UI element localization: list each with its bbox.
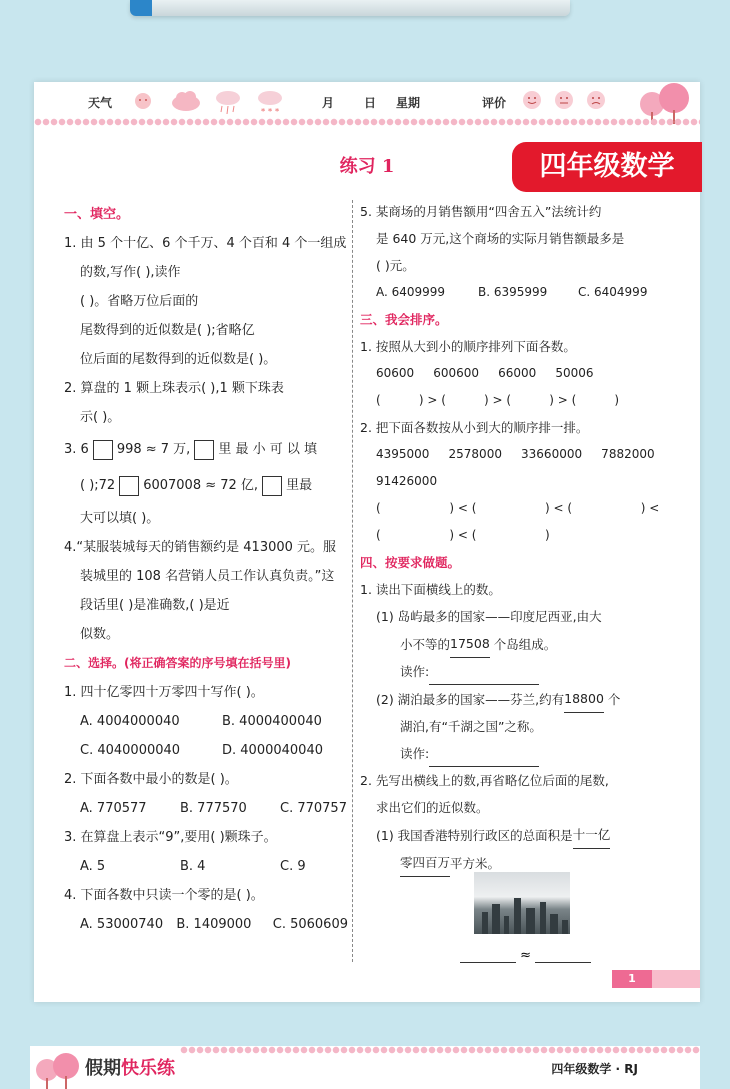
q1-line: 尾数得到的近似数是( );省略亿 [80, 323, 255, 338]
choice-q3: 3. 在算盘上表示“9”,要用( )颗珠子。 [64, 830, 277, 845]
q3-text: 里 最 小 可 以 填 [218, 442, 317, 457]
page-title: 练习 1 [339, 156, 395, 177]
option[interactable]: C. 6404999 [578, 285, 648, 299]
choice-q2: 2. 下面各数中最小的数是( )。 [64, 772, 238, 787]
task-q1: 1. 读出下面横线上的数。 [360, 582, 501, 597]
svg-text:* * *: * * * [261, 107, 280, 116]
page-number-bar [612, 970, 700, 988]
read-label: 读作: [400, 746, 430, 761]
q2-line: 示( )。 [80, 410, 121, 425]
q4-line: 装城里的 108 名营销人员工作认真负责。”这 [80, 569, 335, 584]
sort-q2: 2. 把下面各数按从小到大的顺序排一排。 [360, 420, 589, 435]
column-divider [352, 200, 353, 962]
task-q1-2: 湖泊,有“千湖之国”之称。 [400, 719, 542, 734]
task-q1-2 [360, 685, 690, 713]
answer-line[interactable] [429, 752, 539, 767]
option[interactable]: C. 5060609 [272, 917, 348, 932]
text: 个岛组成。 [489, 637, 557, 652]
task-q1-1 [360, 630, 690, 658]
q3-line-1 [64, 432, 348, 468]
sad-face-icon [584, 88, 608, 112]
choice-q4: 4. 下面各数中只读一个零的是( )。 [64, 888, 264, 903]
text: 平方米。 [450, 856, 501, 871]
smile-face-icon [520, 88, 544, 112]
option[interactable]: A. 4004000040 [80, 714, 180, 729]
choice-q1: 1. 四十亿零四十万零四十写作( )。 [64, 685, 264, 700]
answer-box[interactable] [93, 440, 113, 460]
q3-text: 998 ≈ 7 万, [116, 442, 191, 457]
month-label: 月 [322, 96, 335, 110]
answer-box[interactable] [262, 476, 282, 496]
option[interactable]: B. 4 [180, 859, 206, 874]
underlined-number: 17508 [450, 630, 490, 658]
choice-q5: ( )元。 [376, 258, 415, 273]
text: 个 [603, 692, 621, 707]
approx-line [460, 948, 591, 963]
text: (1) 我国香港特别行政区的总面积是 [376, 828, 573, 843]
q4-line: 段话里( )是准确数,( )是近 [80, 598, 230, 613]
option[interactable]: A. 770577 [80, 801, 147, 816]
q2-line: 2. 算盘的 1 颗上珠表示( ),1 颗下珠表 [64, 381, 284, 396]
brand-text: 假期 [85, 1058, 121, 1079]
answer-line[interactable] [460, 952, 516, 963]
rating-label: 评价 [482, 96, 507, 110]
q3-text: 6007008 ≈ 72 亿, [143, 478, 259, 493]
sort-q1-answer[interactable]: ( ) > ( ) > ( ) > ( ) [376, 393, 620, 407]
right-column [360, 198, 690, 877]
q3-text: 3. 6 [64, 442, 89, 457]
cloud-icon [170, 88, 202, 114]
sort-q2-numbers: 91426000 [376, 474, 438, 488]
snow-icon [256, 88, 284, 118]
choice-q3-options [64, 852, 348, 881]
choice-q4-options [64, 910, 348, 939]
q1-line: 1. 由 5 个十亿、6 个千万、4 个百和 4 个一组成 [64, 236, 347, 251]
text: (2) 湖泊最多的国家——芬兰,约有 [376, 692, 565, 707]
q1-line: 位后面的尾数得到的近似数是( )。 [80, 352, 277, 367]
answer-line[interactable] [429, 670, 539, 685]
footer [30, 1046, 700, 1089]
option[interactable]: D. 4000040040 [222, 743, 323, 758]
day-label: 日 [364, 96, 377, 110]
task-q2: 2. 先写出横线上的数,再省略亿位后面的尾数, [360, 773, 609, 788]
option[interactable]: B. 4000400040 [222, 714, 322, 729]
choice-q1-options [64, 736, 348, 765]
q4-line: 似数。 [80, 627, 120, 642]
weekday-label: 星期 [396, 96, 421, 110]
q3-text: 里最 [286, 478, 313, 493]
q3-text: ( );72 [80, 478, 116, 493]
option[interactable]: B. 777570 [180, 801, 247, 816]
task-q1-1: (1) 岛屿最多的国家——印度尼西亚,由大 [376, 609, 602, 624]
q1-line: 的数,写作( ),读作 [80, 265, 181, 280]
sort-q1-numbers: 60600 600600 66000 50006 [376, 366, 594, 380]
underlined-number: 零四百万 [400, 849, 450, 877]
option[interactable]: C. 4040000040 [80, 743, 181, 758]
footer-divider [180, 1046, 700, 1054]
weather-label: 天气 [88, 96, 113, 110]
text: 小不等的 [400, 637, 451, 652]
answer-box[interactable] [194, 440, 214, 460]
q1-line: ( )。省略万位后面的 [80, 294, 199, 309]
read-label: 读作: [400, 664, 430, 679]
hong-kong-skyline-image [474, 872, 570, 934]
sort-q1: 1. 按照从大到小的顺序排列下面各数。 [360, 339, 576, 354]
choice-q2-options [64, 794, 348, 823]
underlined-number: 18800 [564, 685, 604, 713]
sort-q2-numbers: 4395000 2578000 33660000 7882000 [376, 447, 655, 461]
task-q2-1 [360, 821, 690, 849]
section-tasks: 四、按要求做题。 [360, 555, 461, 570]
option[interactable]: C. 9 [280, 859, 306, 874]
read-line [360, 740, 690, 767]
brand-text: 快乐练 [121, 1058, 175, 1079]
left-column [64, 200, 348, 939]
answer-box[interactable] [119, 476, 139, 496]
approx-sign: ≈ [520, 948, 532, 963]
rain-icon [214, 88, 242, 118]
read-line [360, 658, 690, 685]
tree-decoration-icon [32, 1048, 82, 1089]
choice-q5-options [360, 279, 690, 306]
task-q2: 求出它们的近似数。 [376, 800, 489, 815]
footer-subject: 四年级数学 · RJ [551, 1062, 638, 1076]
section-sorting: 三、我会排序。 [360, 312, 448, 327]
section-fill-blank: 一、填空。 [64, 207, 130, 222]
q3-line-3: 大可以填( )。 [80, 511, 160, 526]
page-number: 1 [612, 970, 652, 988]
choice-q1-options [64, 707, 348, 736]
q3-line-2 [64, 468, 348, 504]
option[interactable]: B. 6395999 [478, 285, 548, 299]
option[interactable]: C. 770757 [280, 801, 347, 816]
option[interactable]: A. 5 [80, 859, 106, 874]
book-cover-strip [130, 0, 570, 16]
sun-icon [130, 88, 156, 114]
footer-brand [85, 1054, 175, 1080]
sort-q2-answer[interactable]: ( ) < ( ) < ( ) < [376, 501, 660, 515]
grade-badge: 四年级数学 [512, 142, 702, 192]
option[interactable]: A. 53000740 [80, 917, 164, 932]
sort-q2-answer[interactable]: ( ) < ( ) [376, 528, 550, 542]
worksheet-page [34, 82, 700, 1002]
q4-line: 4.“某服装城每天的销售额约是 413000 元。服 [64, 540, 337, 555]
neutral-face-icon [552, 88, 576, 112]
choice-q5: 5. 某商场的月销售额用“四舍五入”法统计约 [360, 204, 602, 219]
option[interactable]: A. 6409999 [376, 285, 446, 299]
answer-line[interactable] [535, 952, 591, 963]
underlined-number: 十一亿 [573, 821, 611, 849]
section-choice: 二、选择。(将正确答案的序号填在括号里) [64, 656, 291, 670]
option[interactable]: B. 1409000 [176, 917, 252, 932]
choice-q5: 是 640 万元,这个商场的实际月销售额最多是 [376, 231, 625, 246]
header-divider [34, 118, 700, 126]
